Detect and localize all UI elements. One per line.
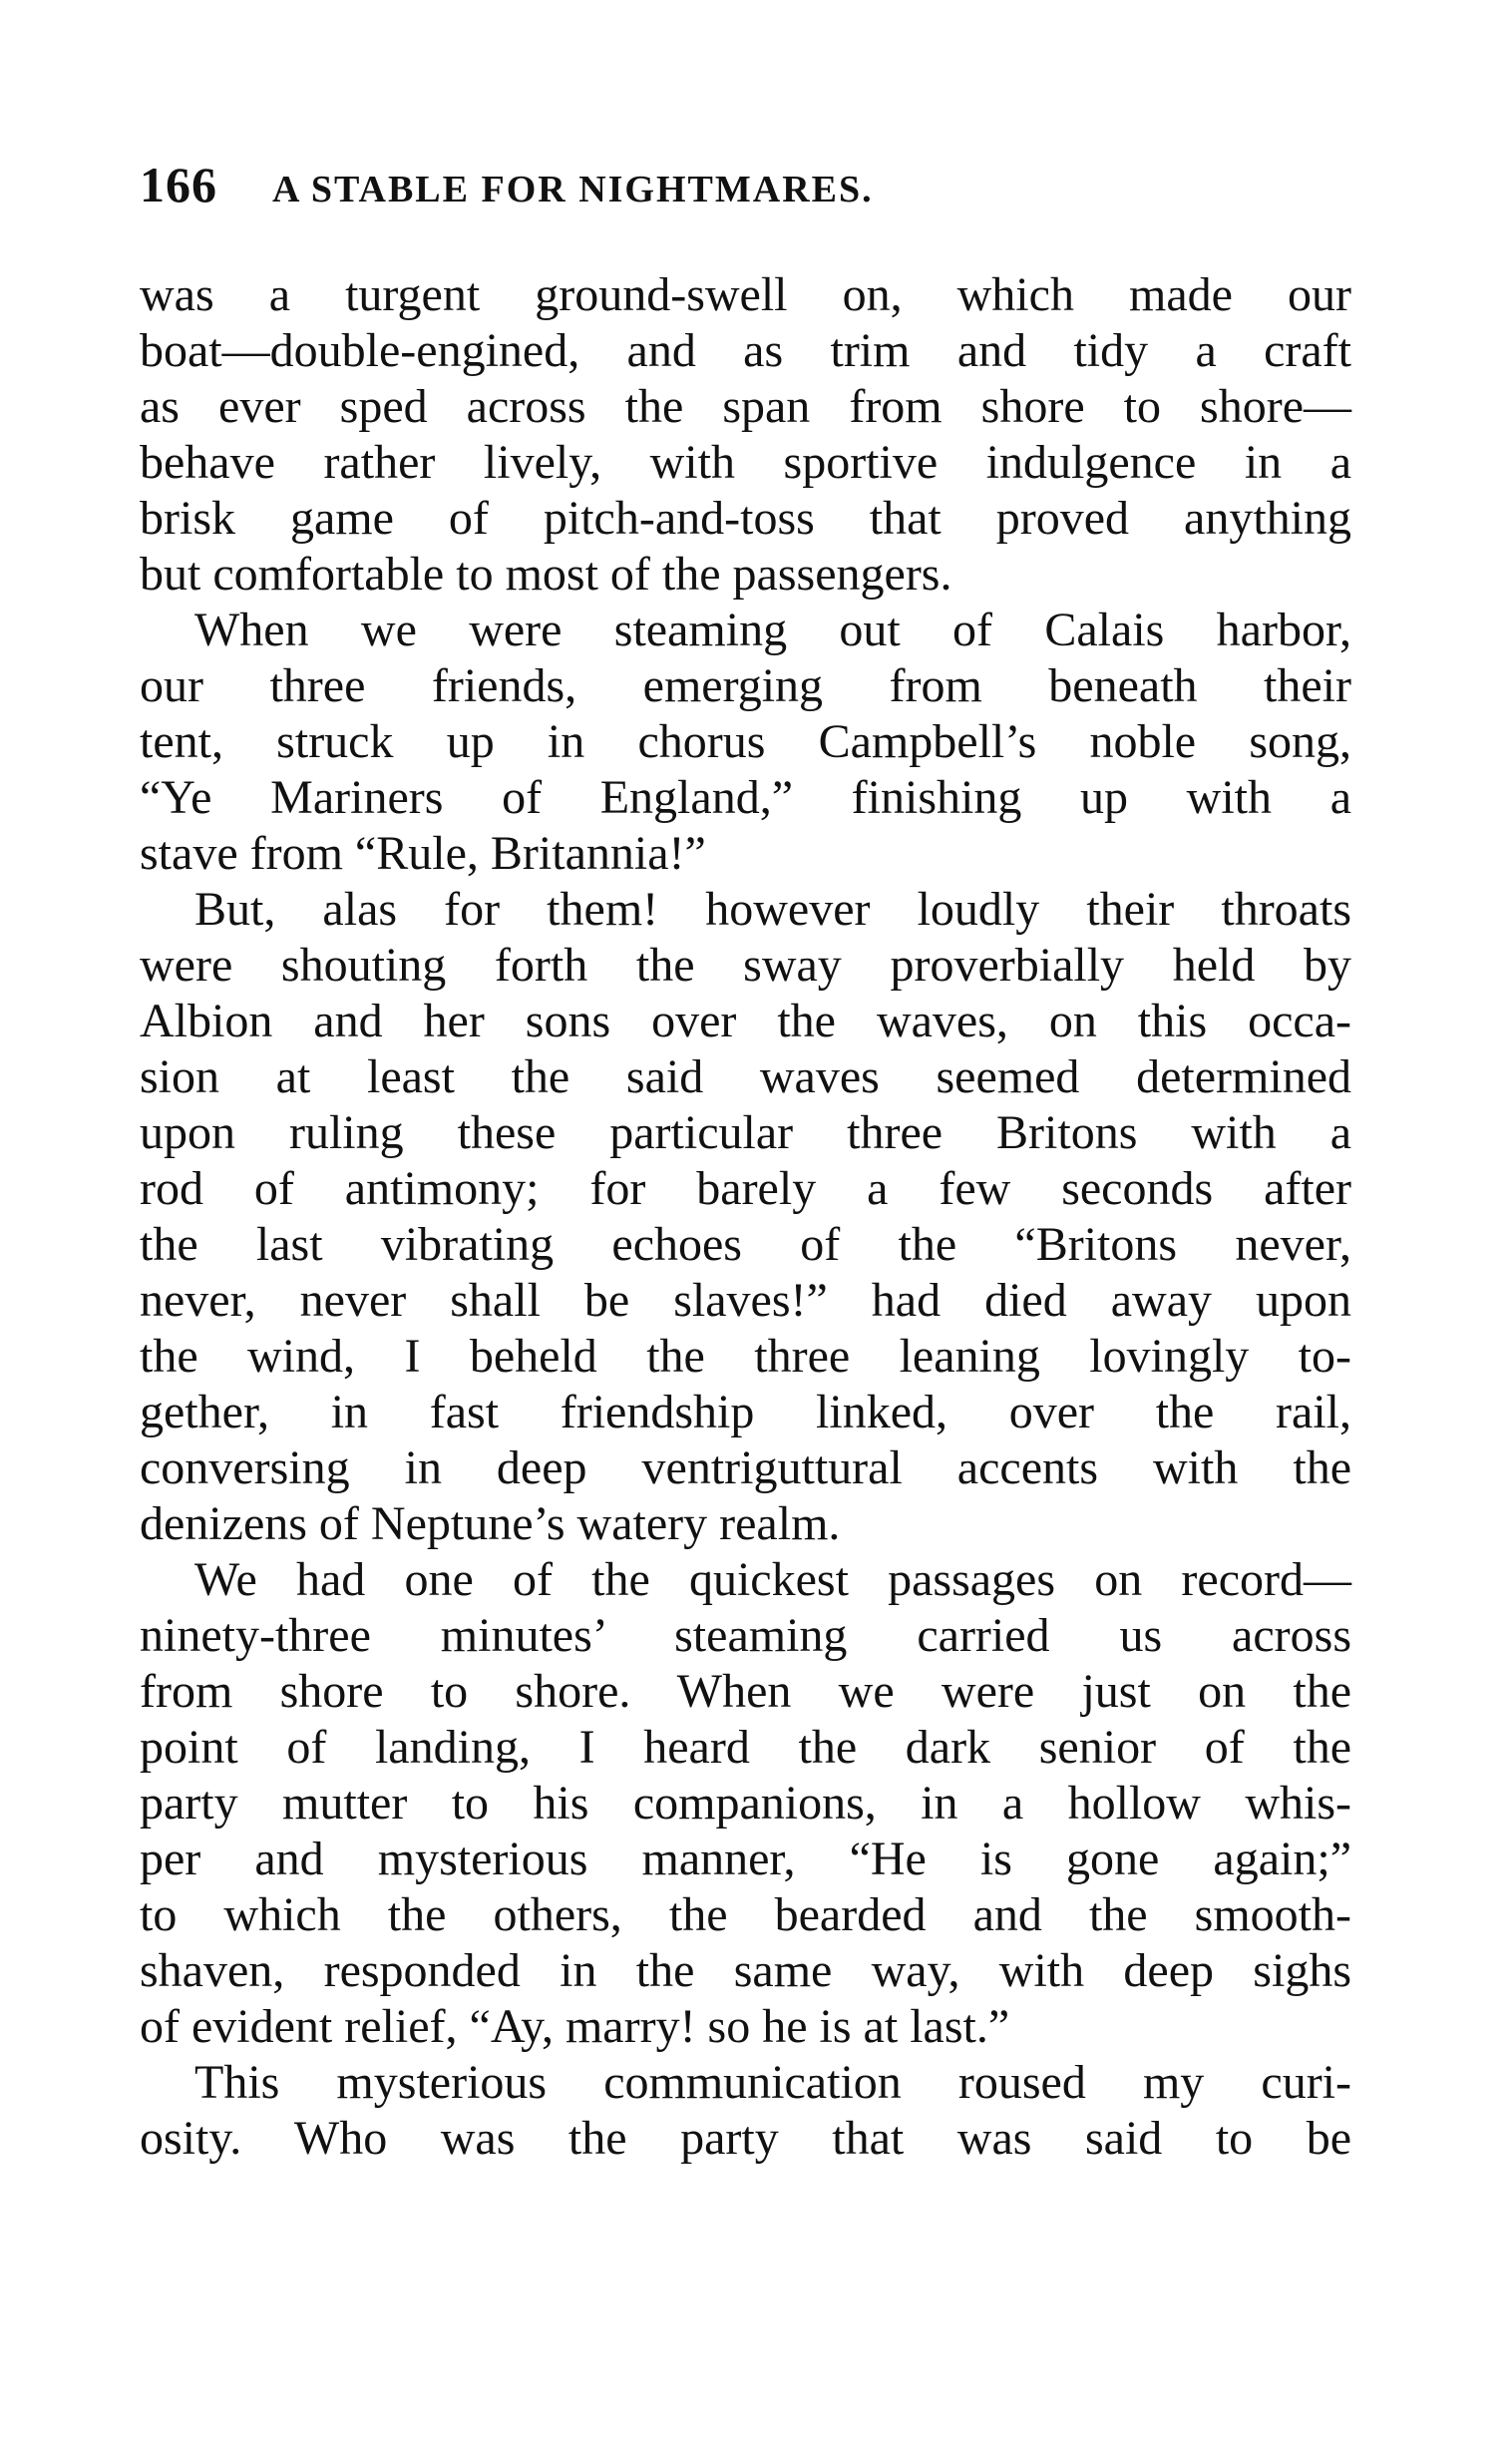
text-line: denizens of Neptune’s watery realm. — [140, 1497, 841, 1550]
text-line: This mysterious communication roused my curi- — [194, 2056, 1351, 2109]
text-line: was a turgent ground-swell on, which made our — [140, 268, 1351, 321]
text-line: were shouting forth the sway proverbially held by — [140, 939, 1351, 992]
text-line: sion at least the said waves seemed determined — [140, 1050, 1351, 1103]
text-line: the wind, I beheld the three leaning lovingly to- — [140, 1330, 1351, 1383]
text-line: never, never shall be slaves!” had died away upon — [140, 1274, 1351, 1327]
running-head — [140, 156, 1351, 215]
text-line: party mutter to his companions, in a hollow whis- — [140, 1777, 1351, 1830]
text-line: the last vibrating echoes of the “Britons never, — [140, 1218, 1351, 1271]
text-line: per and mysterious manner, “He is gone again;” — [140, 1833, 1351, 1885]
text-line: boat—double-engined, and as trim and tidy a craft — [140, 324, 1351, 377]
text-line: from shore to shore. When we were just on the — [140, 1665, 1351, 1718]
text-line: stave from “Rule, Britannia!” — [140, 827, 706, 880]
text-line: but comfortable to most of the passengers. — [140, 548, 952, 601]
running-title: A STABLE FOR NIGHTMARES. — [272, 169, 874, 210]
text-line: point of landing, I heard the dark senior of the — [140, 1721, 1351, 1774]
text-line: But, alas for them! however loudly their throats — [194, 883, 1351, 936]
text-line: rod of antimony; for barely a few seconds after — [140, 1162, 1351, 1215]
text-line: Albion and her sons over the waves, on this occa- — [140, 995, 1351, 1047]
text-line: upon ruling these particular three Britons with a — [140, 1106, 1351, 1159]
page-number: 166 — [140, 157, 217, 212]
text-line: We had one of the quickest passages on record— — [194, 1553, 1351, 1606]
text-line: “Ye Mariners of England,” finishing up with a — [140, 771, 1351, 824]
text-line: brisk game of pitch-and-toss that proved anything — [140, 492, 1351, 545]
text-line: shaven, responded in the same way, with deep sighs — [140, 1944, 1351, 1997]
text-line: gether, in fast friendship linked, over the rail, — [140, 1386, 1351, 1438]
text-line: to which the others, the bearded and the smooth- — [140, 1888, 1351, 1941]
text-line: osity. Who was the party that was said to be — [140, 2112, 1351, 2165]
text-line: our three friends, emerging from beneath their — [140, 659, 1351, 712]
text-line: ninety-three minutes’ steaming carried us across — [140, 1609, 1351, 1662]
text-line: of evident relief, “Ay, marry! so he is at last.” — [140, 2000, 1010, 2053]
text-line: as ever sped across the span from shore to shore— — [140, 380, 1351, 433]
body-text — [140, 267, 1351, 2167]
text-line: conversing in deep ventriguttural accents with the — [140, 1441, 1351, 1494]
text-line: When we were steaming out of Calais harbor, — [194, 604, 1351, 656]
text-line: behave rather lively, with sportive indulgence in a — [140, 436, 1351, 489]
text-line: tent, struck up in chorus Campbell’s noble song, — [140, 715, 1351, 768]
